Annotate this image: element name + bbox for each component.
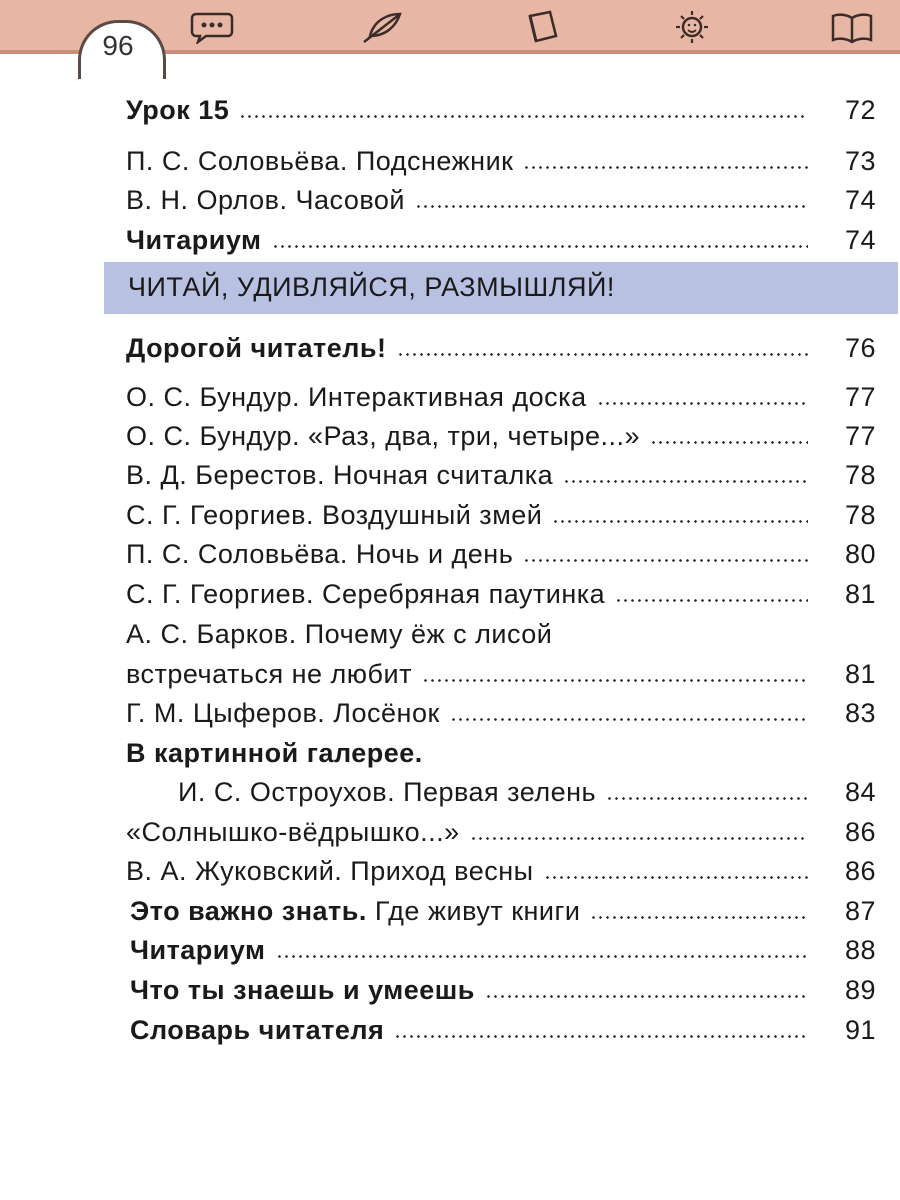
entry-title: В. Д. Берестов. Ночная считалка <box>126 460 554 490</box>
entry-page: 86 <box>844 817 876 847</box>
entry-title: П. С. Соловьёва. Подснежник <box>126 146 514 176</box>
entry-title: Читариум <box>126 225 262 255</box>
leader-dots <box>523 166 808 169</box>
toc-entry <box>126 650 876 690</box>
entry-page: 76 <box>844 333 876 363</box>
entry-title: П. С. Соловьёва. Ночь и день <box>126 539 514 569</box>
entry-title: «Солнышко-вёдрышко...» <box>126 817 460 847</box>
toc-entry <box>126 610 876 650</box>
section-title: ЧИТАЙ, УДИВЛЯЙСЯ, РАЗМЫШЛЯЙ! <box>128 272 615 302</box>
entry-title: Что ты знаешь и умеешь <box>130 975 475 1005</box>
entry-page: 77 <box>844 382 876 412</box>
entry-page: 74 <box>844 185 876 215</box>
toc-entry <box>126 530 876 570</box>
entry-page: 77 <box>844 421 876 451</box>
leader-dots <box>415 205 808 208</box>
toc-entry <box>126 491 876 531</box>
entry-page: 78 <box>844 500 876 530</box>
entry-page: 81 <box>844 659 876 689</box>
leader-dots <box>394 1035 808 1038</box>
entry-title: Г. М. Цыферов. Лосёнок <box>126 698 440 728</box>
toc-entry <box>126 729 876 769</box>
entry-page: 73 <box>844 146 876 176</box>
entry-title: В картинной галерее. <box>126 738 423 768</box>
toc-entry <box>126 847 876 887</box>
entry-title: Дорогой читатель! <box>126 333 387 363</box>
feather-icon <box>360 10 404 44</box>
leader-dots <box>450 718 808 721</box>
toc-entry <box>130 926 876 966</box>
leader-dots <box>650 441 808 444</box>
entry-title-bold: Это важно знать. <box>130 896 367 926</box>
toc-entry <box>126 137 876 177</box>
leader-dots <box>470 837 808 840</box>
leader-dots <box>276 955 808 958</box>
toc-entry <box>126 808 876 848</box>
entry-title: Словарь читателя <box>130 1015 385 1045</box>
leader-dots <box>590 916 808 919</box>
entry-page: 86 <box>844 856 876 886</box>
book-closed-icon <box>520 10 564 44</box>
entry-title: В. А. Жуковский. Приход весны <box>126 856 534 886</box>
leader-dots <box>397 353 808 356</box>
entry-page: 88 <box>844 935 876 965</box>
entry-title: Урок 15 <box>126 95 230 125</box>
entry-title: Где живут книги <box>374 896 581 926</box>
entry-title: встречаться не любит <box>126 659 412 689</box>
toc-entry <box>126 86 876 126</box>
leader-dots <box>552 520 808 523</box>
entry-page: 83 <box>844 698 876 728</box>
sun-icon <box>670 10 714 44</box>
leader-dots <box>422 679 808 682</box>
entry-title: А. С. Барков. Почему ёж с лисой <box>126 619 553 649</box>
toc-entry <box>130 966 876 1006</box>
entry-page: 91 <box>844 1015 876 1045</box>
entry-title: В. Н. Орлов. Часовой <box>126 185 405 215</box>
toc-entry <box>126 176 876 216</box>
entry-title: С. Г. Георгиев. Серебряная паутинка <box>126 579 606 609</box>
entry-page: 81 <box>844 579 876 609</box>
leader-dots <box>523 559 808 562</box>
entry-title: О. С. Бундур. Интерактивная доска <box>126 382 587 412</box>
toc-entry <box>126 570 876 610</box>
page-number: 96 <box>102 30 134 61</box>
entry-page: 72 <box>844 95 876 125</box>
book-open-icon <box>830 10 874 44</box>
leader-dots <box>485 995 808 998</box>
toc-entry <box>126 216 876 256</box>
entry-page: 80 <box>844 539 876 569</box>
leader-dots <box>597 402 808 405</box>
leader-dots <box>606 797 808 800</box>
toc-entry <box>126 324 876 364</box>
toc-entry <box>178 768 876 808</box>
entry-page: 89 <box>844 975 876 1005</box>
leader-dots <box>615 599 808 602</box>
entry-title: С. Г. Георгиев. Воздушный змей <box>126 500 543 530</box>
leader-dots <box>239 115 808 118</box>
toc-entry <box>126 451 876 491</box>
entry-title: И. С. Остроухов. Первая зелень <box>178 777 597 807</box>
toc-entry <box>126 373 876 413</box>
entry-page: 87 <box>844 896 876 926</box>
leader-dots <box>563 480 808 483</box>
speech-bubble-icon <box>190 10 234 44</box>
entry-title: О. С. Бундур. «Раз, два, три, четыре...» <box>126 421 641 451</box>
toc-entry <box>130 1006 876 1046</box>
toc-entry <box>126 412 876 452</box>
leader-dots <box>272 245 808 248</box>
leader-dots <box>544 876 808 879</box>
entry-page: 84 <box>844 777 876 807</box>
toc-entry <box>126 689 876 729</box>
entry-page: 78 <box>844 460 876 490</box>
toc-entry <box>130 887 876 927</box>
entry-page: 74 <box>844 225 876 255</box>
entry-title: Читариум <box>130 935 266 965</box>
